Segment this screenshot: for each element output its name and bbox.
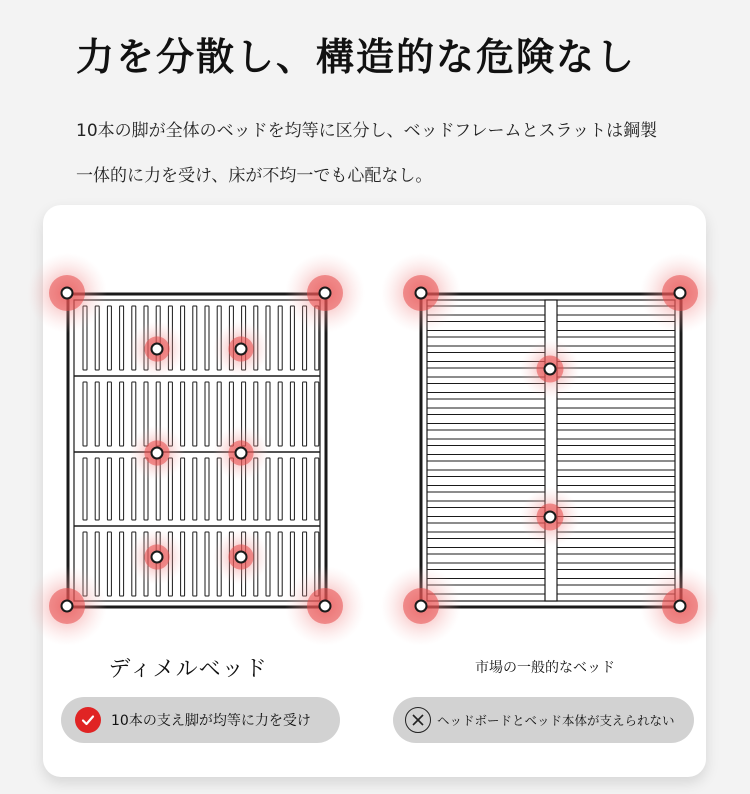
description-line-1: 10本の脚が全体のベッドを均等に区分し、ベッドフレームとスラットは鋼製 [76, 121, 658, 141]
generic-feature-text: ヘッドボードとベッド本体が支えられない [437, 713, 675, 728]
generic-feature-badge [393, 697, 694, 743]
description-line-2: 一体的に力を受け、床が不均一でも心配なし。 [76, 166, 433, 186]
page-title: 力を分散し、構造的な危険なし [76, 35, 637, 79]
x-icon [405, 707, 431, 733]
dimel-feature-text: 10本の支え脚が均等に力を受け [111, 713, 311, 729]
generic-bed-label: 市場の一般的なベッド [475, 660, 615, 676]
check-icon [75, 707, 101, 733]
comparison-card [43, 205, 706, 777]
dimel-bed-label: ディメルベッド [108, 657, 268, 682]
dimel-feature-badge [61, 697, 340, 743]
